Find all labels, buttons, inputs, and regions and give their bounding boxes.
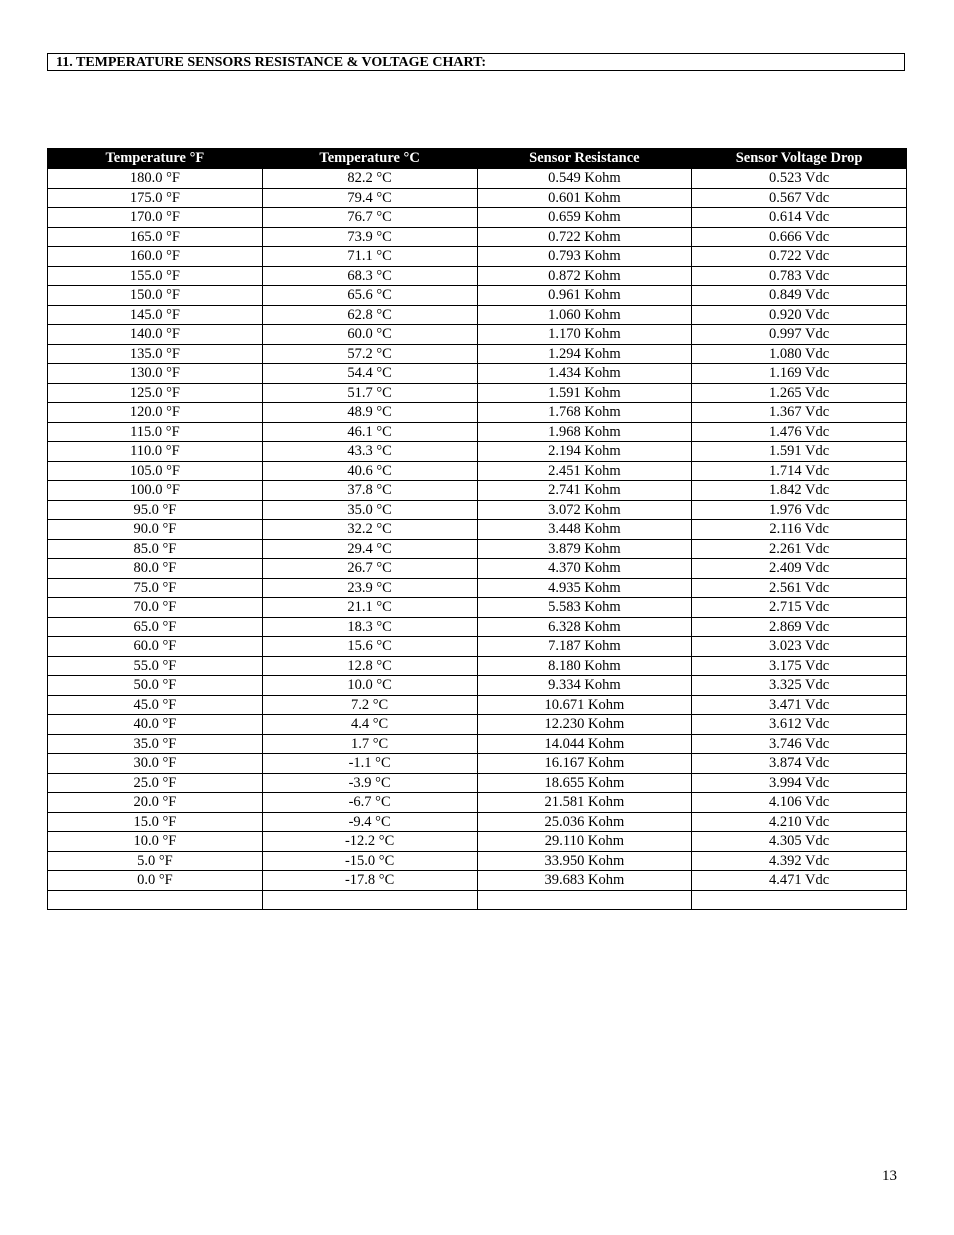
table-row: [48, 422, 907, 442]
table-row: [48, 793, 907, 813]
cell-temperature-c: -6.7 °C: [262, 793, 477, 813]
table-row: [48, 247, 907, 267]
table-row: [48, 169, 907, 189]
table-row: [48, 695, 907, 715]
cell-sensor-voltage-drop: 0.722 Vdc: [692, 247, 907, 267]
table-row: [48, 559, 907, 579]
cell-sensor-voltage-drop: 3.325 Vdc: [692, 676, 907, 696]
cell-sensor-voltage-drop: 1.976 Vdc: [692, 500, 907, 520]
cell-sensor-resistance: 1.434 Kohm: [477, 364, 692, 384]
cell-temperature-c: -1.1 °C: [262, 754, 477, 774]
table-row: [48, 442, 907, 462]
cell-temperature-c: 82.2 °C: [262, 169, 477, 189]
cell-temperature-f: 15.0 °F: [48, 812, 263, 832]
cell-temperature-c: 15.6 °C: [262, 637, 477, 657]
cell-temperature-f: 50.0 °F: [48, 676, 263, 696]
header-temperature-c: Temperature °C: [262, 149, 477, 169]
cell-sensor-resistance: 1.294 Kohm: [477, 344, 692, 364]
cell-temperature-f: 115.0 °F: [48, 422, 263, 442]
cell-temperature-c: 18.3 °C: [262, 617, 477, 637]
cell-sensor-voltage-drop: 3.874 Vdc: [692, 754, 907, 774]
cell-sensor-voltage-drop: 2.715 Vdc: [692, 598, 907, 618]
cell-sensor-resistance: 3.072 Kohm: [477, 500, 692, 520]
cell-temperature-f: 90.0 °F: [48, 520, 263, 540]
cell-sensor-voltage-drop: 0.666 Vdc: [692, 227, 907, 247]
cell-sensor-voltage-drop: 4.471 Vdc: [692, 871, 907, 891]
cell-sensor-resistance: 33.950 Kohm: [477, 851, 692, 871]
cell-sensor-resistance: 0.601 Kohm: [477, 188, 692, 208]
cell-temperature-f: 175.0 °F: [48, 188, 263, 208]
cell-temperature-c: 21.1 °C: [262, 598, 477, 618]
cell-temperature-f: 85.0 °F: [48, 539, 263, 559]
cell-temperature-f: 160.0 °F: [48, 247, 263, 267]
cell-sensor-voltage-drop: 3.746 Vdc: [692, 734, 907, 754]
cell-sensor-resistance: 0.793 Kohm: [477, 247, 692, 267]
cell-sensor-resistance: 2.451 Kohm: [477, 461, 692, 481]
cell-sensor-voltage-drop: 3.471 Vdc: [692, 695, 907, 715]
cell-sensor-voltage-drop: 3.175 Vdc: [692, 656, 907, 676]
table-row: [48, 325, 907, 345]
cell-sensor-voltage-drop: 2.409 Vdc: [692, 559, 907, 579]
page-number: 13: [882, 1168, 897, 1184]
table-header-row: [48, 149, 907, 169]
cell-temperature-f: 75.0 °F: [48, 578, 263, 598]
cell-sensor-resistance: 18.655 Kohm: [477, 773, 692, 793]
cell-temperature-c: 4.4 °C: [262, 715, 477, 735]
cell-temperature-c: 37.8 °C: [262, 481, 477, 501]
cell-sensor-resistance: 8.180 Kohm: [477, 656, 692, 676]
cell-sensor-voltage-drop: 3.612 Vdc: [692, 715, 907, 735]
table-row: [48, 481, 907, 501]
cell-temperature-c: -15.0 °C: [262, 851, 477, 871]
empty-cell: [692, 890, 907, 909]
cell-sensor-resistance: 7.187 Kohm: [477, 637, 692, 657]
cell-temperature-c: -12.2 °C: [262, 832, 477, 852]
cell-temperature-c: 51.7 °C: [262, 383, 477, 403]
cell-sensor-voltage-drop: 0.614 Vdc: [692, 208, 907, 228]
cell-sensor-resistance: 6.328 Kohm: [477, 617, 692, 637]
table-row: [48, 266, 907, 286]
table-row: [48, 305, 907, 325]
cell-temperature-c: 10.0 °C: [262, 676, 477, 696]
cell-sensor-resistance: 2.741 Kohm: [477, 481, 692, 501]
cell-sensor-resistance: 1.768 Kohm: [477, 403, 692, 423]
table-row: [48, 637, 907, 657]
cell-temperature-f: 110.0 °F: [48, 442, 263, 462]
cell-temperature-c: 35.0 °C: [262, 500, 477, 520]
cell-sensor-resistance: 29.110 Kohm: [477, 832, 692, 852]
table-row: [48, 500, 907, 520]
cell-sensor-voltage-drop: 1.842 Vdc: [692, 481, 907, 501]
cell-temperature-c: 26.7 °C: [262, 559, 477, 579]
table-row: [48, 617, 907, 637]
cell-temperature-c: 62.8 °C: [262, 305, 477, 325]
table-row: [48, 403, 907, 423]
cell-sensor-voltage-drop: 0.567 Vdc: [692, 188, 907, 208]
cell-temperature-f: 120.0 °F: [48, 403, 263, 423]
cell-temperature-f: 10.0 °F: [48, 832, 263, 852]
table-row: [48, 188, 907, 208]
cell-sensor-resistance: 0.961 Kohm: [477, 286, 692, 306]
cell-sensor-resistance: 21.581 Kohm: [477, 793, 692, 813]
cell-temperature-f: 80.0 °F: [48, 559, 263, 579]
cell-temperature-f: 130.0 °F: [48, 364, 263, 384]
cell-temperature-c: 60.0 °C: [262, 325, 477, 345]
cell-sensor-voltage-drop: 1.714 Vdc: [692, 461, 907, 481]
cell-temperature-c: 73.9 °C: [262, 227, 477, 247]
cell-temperature-f: 0.0 °F: [48, 871, 263, 891]
cell-sensor-resistance: 5.583 Kohm: [477, 598, 692, 618]
cell-temperature-c: 79.4 °C: [262, 188, 477, 208]
table-row: [48, 383, 907, 403]
table-row: [48, 871, 907, 891]
cell-temperature-c: 76.7 °C: [262, 208, 477, 228]
cell-sensor-resistance: 12.230 Kohm: [477, 715, 692, 735]
cell-temperature-c: 57.2 °C: [262, 344, 477, 364]
cell-temperature-c: 48.9 °C: [262, 403, 477, 423]
cell-temperature-f: 60.0 °F: [48, 637, 263, 657]
cell-temperature-f: 165.0 °F: [48, 227, 263, 247]
cell-sensor-voltage-drop: 3.994 Vdc: [692, 773, 907, 793]
cell-sensor-resistance: 0.872 Kohm: [477, 266, 692, 286]
table-row: [48, 539, 907, 559]
cell-sensor-voltage-drop: 3.023 Vdc: [692, 637, 907, 657]
empty-cell: [262, 890, 477, 909]
cell-temperature-c: 68.3 °C: [262, 266, 477, 286]
cell-sensor-voltage-drop: 0.849 Vdc: [692, 286, 907, 306]
cell-temperature-f: 5.0 °F: [48, 851, 263, 871]
cell-temperature-f: 135.0 °F: [48, 344, 263, 364]
table-row: [48, 364, 907, 384]
cell-temperature-f: 145.0 °F: [48, 305, 263, 325]
cell-sensor-voltage-drop: 2.561 Vdc: [692, 578, 907, 598]
cell-temperature-c: 23.9 °C: [262, 578, 477, 598]
table-row: [48, 598, 907, 618]
cell-sensor-voltage-drop: 1.367 Vdc: [692, 403, 907, 423]
cell-temperature-f: 35.0 °F: [48, 734, 263, 754]
cell-sensor-resistance: 1.591 Kohm: [477, 383, 692, 403]
cell-sensor-voltage-drop: 1.591 Vdc: [692, 442, 907, 462]
cell-sensor-resistance: 1.170 Kohm: [477, 325, 692, 345]
table-row-empty: [48, 890, 907, 909]
cell-temperature-f: 125.0 °F: [48, 383, 263, 403]
cell-sensor-resistance: 0.549 Kohm: [477, 169, 692, 189]
table-row: [48, 520, 907, 540]
cell-sensor-resistance: 16.167 Kohm: [477, 754, 692, 774]
table-row: [48, 656, 907, 676]
table-row: [48, 715, 907, 735]
cell-temperature-c: -3.9 °C: [262, 773, 477, 793]
table-row: [48, 461, 907, 481]
cell-temperature-f: 70.0 °F: [48, 598, 263, 618]
cell-temperature-f: 25.0 °F: [48, 773, 263, 793]
cell-sensor-voltage-drop: 0.997 Vdc: [692, 325, 907, 345]
empty-cell: [477, 890, 692, 909]
cell-temperature-c: 65.6 °C: [262, 286, 477, 306]
cell-sensor-voltage-drop: 2.116 Vdc: [692, 520, 907, 540]
header-sensor-resistance: Sensor Resistance: [477, 149, 692, 169]
table-row: [48, 676, 907, 696]
cell-temperature-f: 180.0 °F: [48, 169, 263, 189]
cell-sensor-voltage-drop: 0.523 Vdc: [692, 169, 907, 189]
cell-temperature-c: 71.1 °C: [262, 247, 477, 267]
cell-sensor-resistance: 2.194 Kohm: [477, 442, 692, 462]
table-body: [48, 169, 907, 910]
cell-temperature-f: 45.0 °F: [48, 695, 263, 715]
cell-sensor-resistance: 1.968 Kohm: [477, 422, 692, 442]
cell-sensor-voltage-drop: 4.106 Vdc: [692, 793, 907, 813]
cell-temperature-c: 54.4 °C: [262, 364, 477, 384]
header-sensor-voltage-drop: Sensor Voltage Drop: [692, 149, 907, 169]
table-row: [48, 851, 907, 871]
cell-temperature-c: 32.2 °C: [262, 520, 477, 540]
sensor-chart-table: [47, 148, 907, 910]
empty-cell: [48, 890, 263, 909]
cell-sensor-resistance: 14.044 Kohm: [477, 734, 692, 754]
cell-sensor-resistance: 1.060 Kohm: [477, 305, 692, 325]
cell-temperature-f: 100.0 °F: [48, 481, 263, 501]
cell-sensor-resistance: 4.935 Kohm: [477, 578, 692, 598]
cell-temperature-c: 29.4 °C: [262, 539, 477, 559]
table-row: [48, 208, 907, 228]
cell-sensor-voltage-drop: 4.392 Vdc: [692, 851, 907, 871]
cell-sensor-voltage-drop: 2.869 Vdc: [692, 617, 907, 637]
header-temperature-f: Temperature °F: [48, 149, 263, 169]
cell-temperature-f: 170.0 °F: [48, 208, 263, 228]
cell-temperature-c: 7.2 °C: [262, 695, 477, 715]
cell-temperature-f: 150.0 °F: [48, 286, 263, 306]
cell-temperature-c: -17.8 °C: [262, 871, 477, 891]
cell-temperature-f: 40.0 °F: [48, 715, 263, 735]
cell-sensor-voltage-drop: 0.920 Vdc: [692, 305, 907, 325]
table-row: [48, 286, 907, 306]
cell-temperature-f: 30.0 °F: [48, 754, 263, 774]
cell-temperature-f: 105.0 °F: [48, 461, 263, 481]
cell-sensor-voltage-drop: 1.169 Vdc: [692, 364, 907, 384]
table-row: [48, 773, 907, 793]
cell-temperature-c: 46.1 °C: [262, 422, 477, 442]
cell-sensor-voltage-drop: 1.265 Vdc: [692, 383, 907, 403]
cell-sensor-resistance: 39.683 Kohm: [477, 871, 692, 891]
cell-temperature-c: 40.6 °C: [262, 461, 477, 481]
table-row: [48, 754, 907, 774]
cell-sensor-voltage-drop: 2.261 Vdc: [692, 539, 907, 559]
cell-temperature-f: 155.0 °F: [48, 266, 263, 286]
table-row: [48, 832, 907, 852]
table-row: [48, 578, 907, 598]
cell-sensor-resistance: 3.879 Kohm: [477, 539, 692, 559]
cell-temperature-f: 55.0 °F: [48, 656, 263, 676]
cell-temperature-f: 20.0 °F: [48, 793, 263, 813]
cell-temperature-f: 65.0 °F: [48, 617, 263, 637]
cell-sensor-voltage-drop: 0.783 Vdc: [692, 266, 907, 286]
cell-temperature-f: 140.0 °F: [48, 325, 263, 345]
cell-temperature-c: -9.4 °C: [262, 812, 477, 832]
table-row: [48, 344, 907, 364]
cell-temperature-c: 1.7 °C: [262, 734, 477, 754]
cell-sensor-resistance: 0.659 Kohm: [477, 208, 692, 228]
cell-temperature-c: 43.3 °C: [262, 442, 477, 462]
cell-sensor-resistance: 25.036 Kohm: [477, 812, 692, 832]
cell-sensor-resistance: 3.448 Kohm: [477, 520, 692, 540]
cell-sensor-resistance: 0.722 Kohm: [477, 227, 692, 247]
cell-sensor-voltage-drop: 4.305 Vdc: [692, 832, 907, 852]
cell-sensor-resistance: 10.671 Kohm: [477, 695, 692, 715]
cell-temperature-c: 12.8 °C: [262, 656, 477, 676]
cell-sensor-voltage-drop: 1.080 Vdc: [692, 344, 907, 364]
cell-sensor-resistance: 4.370 Kohm: [477, 559, 692, 579]
cell-temperature-f: 95.0 °F: [48, 500, 263, 520]
cell-sensor-voltage-drop: 4.210 Vdc: [692, 812, 907, 832]
section-title: 11. TEMPERATURE SENSORS RESISTANCE & VOLTAGE CHART:: [47, 53, 905, 71]
table-row: [48, 812, 907, 832]
table-row: [48, 734, 907, 754]
table-row: [48, 227, 907, 247]
cell-sensor-voltage-drop: 1.476 Vdc: [692, 422, 907, 442]
cell-sensor-resistance: 9.334 Kohm: [477, 676, 692, 696]
